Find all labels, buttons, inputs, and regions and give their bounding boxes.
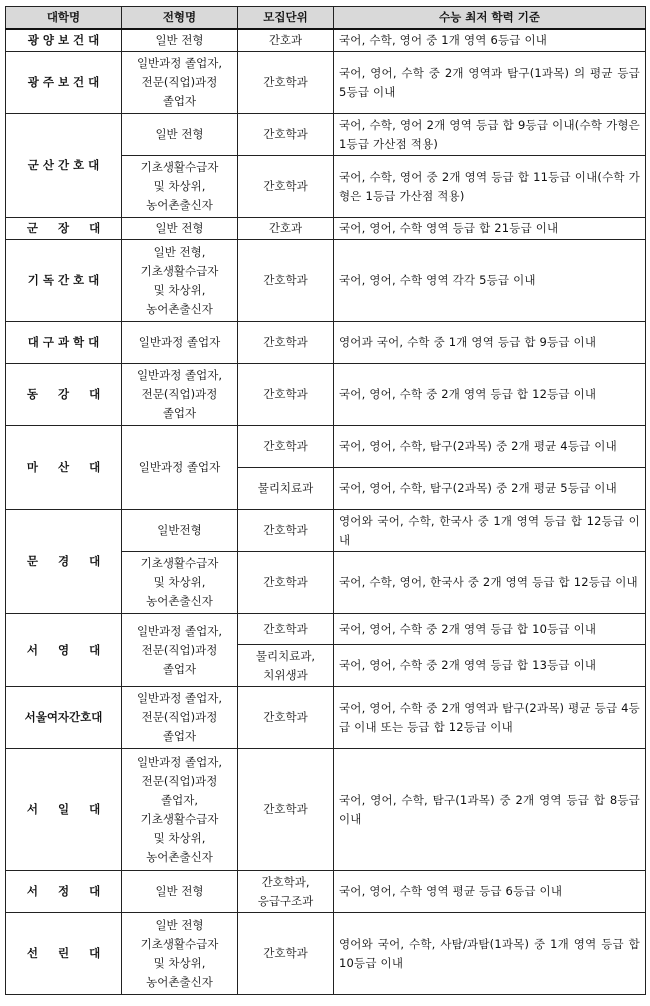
admission-type: 일반 전형: [122, 871, 238, 913]
admission-type: 일반 전형 기초생활수급자 및 차상위, 농어촌출신자: [122, 913, 238, 995]
table-row: [6, 426, 646, 468]
recruit-unit: 간호과: [238, 218, 334, 240]
recruit-unit: 간호학과: [238, 749, 334, 871]
recruit-unit: 간호학과: [238, 426, 334, 468]
csat-criteria: 영어와 국어, 수학, 한국사 중 1개 영역 등급 합 12등급 이내: [334, 510, 646, 552]
recruit-unit: 간호학과: [238, 510, 334, 552]
table-row: [6, 322, 646, 364]
recruit-unit: 간호학과: [238, 687, 334, 749]
recruit-unit: 간호학과: [238, 52, 334, 114]
table-row: [6, 114, 646, 156]
table-row: [6, 871, 646, 913]
admission-type: 일반전형: [122, 510, 238, 552]
csat-criteria: 국어, 수학, 영어 2개 영역 등급 합 9등급 이내(수학 가형은 1등급 가산점 적용): [334, 114, 646, 156]
header-row: [6, 7, 646, 30]
table-row: [6, 614, 646, 645]
header-admission-type: 전형명: [122, 7, 238, 30]
csat-criteria: 국어, 수학, 영어 중 1개 영역 6등급 이내: [334, 29, 646, 52]
admission-type: 일반과정 졸업자, 전문(직업)과정 졸업자: [122, 52, 238, 114]
recruit-unit: 간호학과: [238, 114, 334, 156]
admission-type: 일반과정 졸업자, 전문(직업)과정 졸업자: [122, 364, 238, 426]
university-name: 서 정 대: [6, 871, 122, 913]
recruit-unit: 간호과: [238, 29, 334, 52]
recruit-unit: 물리치료과: [238, 468, 334, 510]
recruit-unit: 간호학과: [238, 240, 334, 322]
university-name: 기 독 간 호 대: [6, 240, 122, 322]
recruit-unit: 간호학과: [238, 552, 334, 614]
csat-criteria: 국어, 영어, 수학 영역 평균 등급 6등급 이내: [334, 871, 646, 913]
csat-criteria: 영어와 국어, 수학, 사탐/과탐(1과목) 중 1개 영역 등급 합 10등급 이내: [334, 913, 646, 995]
table-row: [6, 687, 646, 749]
admission-type: 일반 전형: [122, 218, 238, 240]
university-name: 서 일 대: [6, 749, 122, 871]
admission-type: 일반과정 졸업자, 전문(직업)과정 졸업자, 기초생활수급자 및 차상위, 농어촌출신자: [122, 749, 238, 871]
university-name: 광 주 보 건 대: [6, 52, 122, 114]
admission-type: 일반 전형, 기초생활수급자 및 차상위, 농어촌출신자: [122, 240, 238, 322]
header-recruit-unit: 모집단위: [238, 7, 334, 30]
admission-type: 일반 전형: [122, 114, 238, 156]
university-name: 광 양 보 건 대: [6, 29, 122, 52]
csat-criteria: 국어, 영어, 수학 중 2개 영역 등급 합 10등급 이내: [334, 614, 646, 645]
csat-criteria: 국어, 영어, 수학 중 2개 영역 등급 합 12등급 이내: [334, 364, 646, 426]
university-name: 마 산 대: [6, 426, 122, 510]
recruit-unit: 간호학과: [238, 156, 334, 218]
csat-criteria: 국어, 수학, 영어 중 2개 영역 등급 합 11등급 이내(수학 가형은 1등급 가산점 적용): [334, 156, 646, 218]
university-name: 문 경 대: [6, 510, 122, 614]
csat-criteria: 국어, 영어, 수학, 탐구(1과목) 중 2개 영역 등급 합 8등급 이내: [334, 749, 646, 871]
university-name: 서 영 대: [6, 614, 122, 687]
recruit-unit: 간호학과: [238, 913, 334, 995]
recruit-unit: 간호학과: [238, 322, 334, 364]
university-name: 군 산 간 호 대: [6, 114, 122, 218]
csat-criteria: 국어, 영어, 수학 영역 등급 합 21등급 이내: [334, 218, 646, 240]
table-row: [6, 510, 646, 552]
table-row: [6, 29, 646, 52]
recruit-unit: 간호학과: [238, 614, 334, 645]
table-row: [6, 218, 646, 240]
admission-type: 일반과정 졸업자: [122, 426, 238, 510]
recruit-unit: 간호학과, 응급구조과: [238, 871, 334, 913]
header-university: 대학명: [6, 7, 122, 30]
admission-requirements-table: [5, 6, 646, 995]
university-name: 서울여자간호대: [6, 687, 122, 749]
table-row: [6, 240, 646, 322]
csat-criteria: 국어, 영어, 수학, 탐구(2과목) 중 2개 평균 4등급 이내: [334, 426, 646, 468]
table-row: [6, 52, 646, 114]
university-name: 동 강 대: [6, 364, 122, 426]
university-name: 선 린 대: [6, 913, 122, 995]
university-name: 군 장 대: [6, 218, 122, 240]
csat-criteria: 국어, 영어, 수학 중 2개 영역 등급 합 13등급 이내: [334, 645, 646, 687]
csat-criteria: 국어, 영어, 수학 영역 각각 5등급 이내: [334, 240, 646, 322]
table-row: [6, 364, 646, 426]
university-name: 대 구 과 학 대: [6, 322, 122, 364]
admission-type: 일반과정 졸업자, 전문(직업)과정 졸업자: [122, 687, 238, 749]
recruit-unit: 간호학과: [238, 364, 334, 426]
table-row: [6, 913, 646, 995]
admission-type: 일반과정 졸업자, 전문(직업)과정 졸업자: [122, 614, 238, 687]
admission-type: 일반 전형: [122, 29, 238, 52]
admission-type: 기초생활수급자 및 차상위, 농어촌출신자: [122, 552, 238, 614]
csat-criteria: 국어, 영어, 수학 중 2개 영역과 탐구(2과목) 평균 등급 4등급 이내 또는 등급 합 12등급 이내: [334, 687, 646, 749]
csat-criteria: 국어, 수학, 영어, 한국사 중 2개 영역 등급 합 12등급 이내: [334, 552, 646, 614]
table-row: [6, 749, 646, 871]
csat-criteria: 영어과 국어, 수학 중 1개 영역 등급 합 9등급 이내: [334, 322, 646, 364]
csat-criteria: 국어, 영어, 수학, 탐구(2과목) 중 2개 평균 5등급 이내: [334, 468, 646, 510]
recruit-unit: 물리치료과, 치위생과: [238, 645, 334, 687]
header-csat-criteria: 수능 최저 학력 기준: [334, 7, 646, 30]
csat-criteria: 국어, 영어, 수학 중 2개 영역과 탐구(1과목) 의 평균 등급 5등급 이내: [334, 52, 646, 114]
admission-type: 기초생활수급자 및 차상위, 농어촌출신자: [122, 156, 238, 218]
admission-type: 일반과정 졸업자: [122, 322, 238, 364]
